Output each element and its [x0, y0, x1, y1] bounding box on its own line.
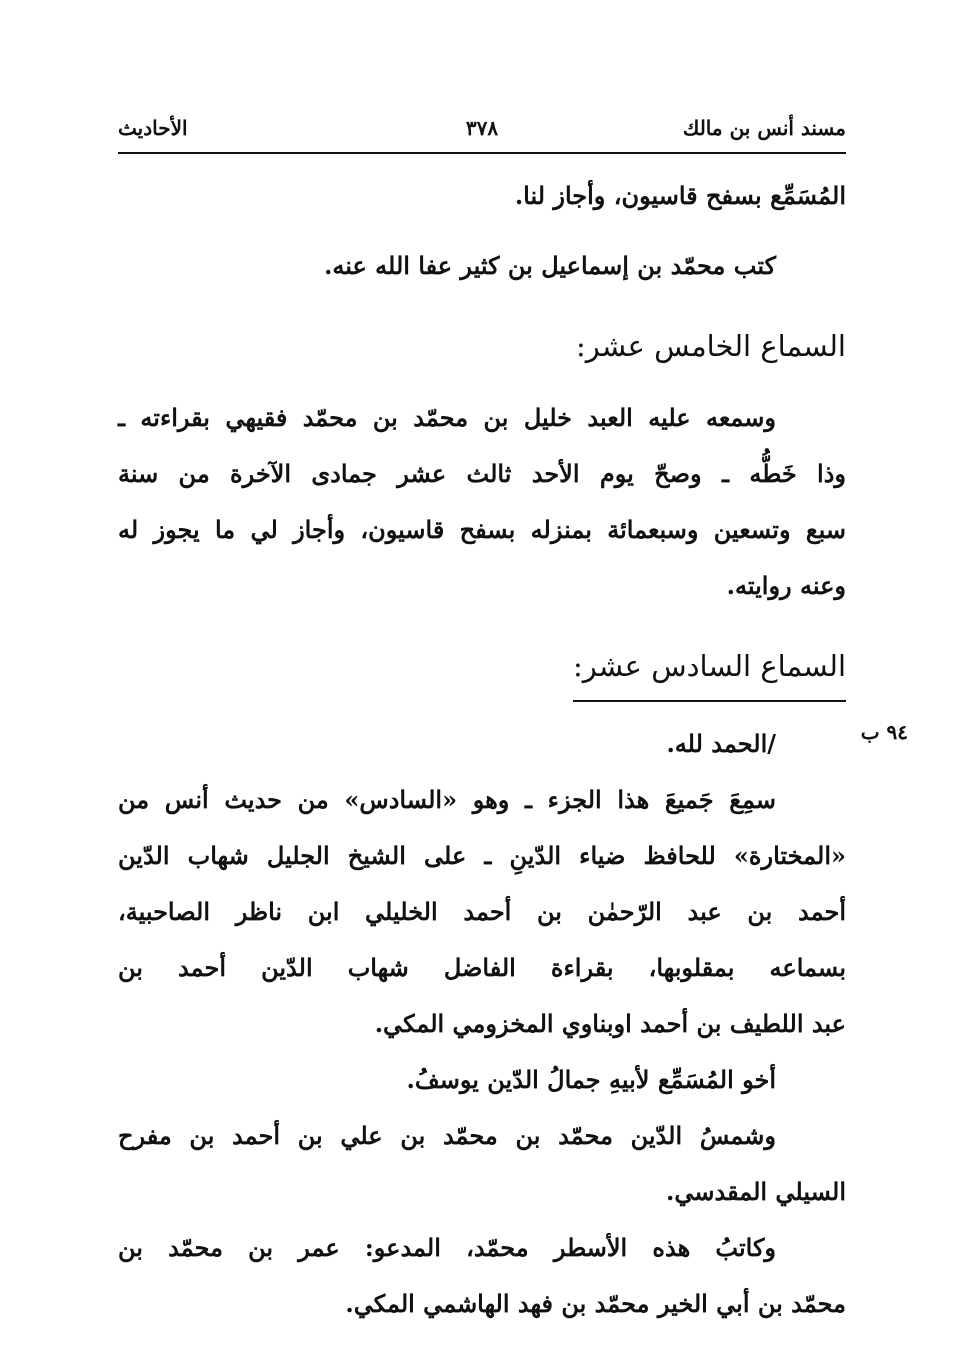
- text-line: أخو المُسَمِّع لأبيهِ جمالُ الدّين يوسفُ.: [406, 1065, 776, 1094]
- text-line: بسماعه بمقلوبها، بقراءة الفاضل شهاب الدّين أحمد بن: [118, 953, 846, 982]
- page-body: [118, 168, 846, 1332]
- text-line: سبع وتسعين وسبعمائة بمنزله بسفح قاسيون، وأجاز لي ما يجوز له: [118, 515, 846, 544]
- text-line: أحمد بن عبد الرّحمٰن بن أحمد الخليلي ابن ناظر الصاحبية،: [118, 897, 847, 926]
- text-line: /الحمد لله.: [666, 729, 776, 758]
- section-heading: السماع الخامس عشر:: [575, 329, 846, 363]
- section-heading: [118, 636, 846, 702]
- text-line: سمِعَ جَميعَ هذا الجزء ـ وهو «السادس» من حديث أنس من: [118, 785, 776, 814]
- text-line: وشمسُ الدّين محمّد بن محمّد بن علي بن أحمد بن مفرح: [118, 1121, 776, 1150]
- text-line: محمّد بن أبي الخير محمّد بن فهد الهاشمي المكي.: [345, 1289, 846, 1318]
- header-book-title: مسند أنس بن مالك: [682, 116, 846, 140]
- page-number: ٣٧٨: [465, 116, 499, 140]
- running-header: [118, 104, 846, 154]
- text-line: وذا خَطُّه ـ وصحّ يوم الأحد ثالث عشر جمادى الآخرة من سنة: [118, 459, 846, 488]
- text-line: المُسَمِّع بسفح قاسيون، وأجاز لنا.: [514, 181, 846, 210]
- text-line: وسمعه عليه العبد خليل بن محمّد بن محمّد فقيهي بقراءته ـ: [118, 403, 776, 432]
- text-line: وعنه روايته.: [726, 571, 846, 600]
- text-line: وكاتبُ هذه الأسطر محمّد، المدعو: عمر بن محمّد بن: [118, 1233, 776, 1262]
- text-line: كتب محمّد بن إسماعيل بن كثير عفا الله عنه.: [323, 251, 776, 280]
- header-section-title: الأحاديث: [118, 116, 188, 140]
- section-heading-text: السماع السادس عشر:: [573, 636, 846, 702]
- folio-margin-note: ٩٤ ب: [860, 720, 908, 744]
- text-line: السيلي المقدسي.: [666, 1177, 846, 1206]
- text-line: «المختارة» للحافظ ضياء الدّينِ ـ على الشيخ الجليل شهاب الدّين: [118, 841, 846, 870]
- text-line: عبد اللطيف بن أحمد اوبناوي المخزومي المكي.: [374, 1009, 846, 1038]
